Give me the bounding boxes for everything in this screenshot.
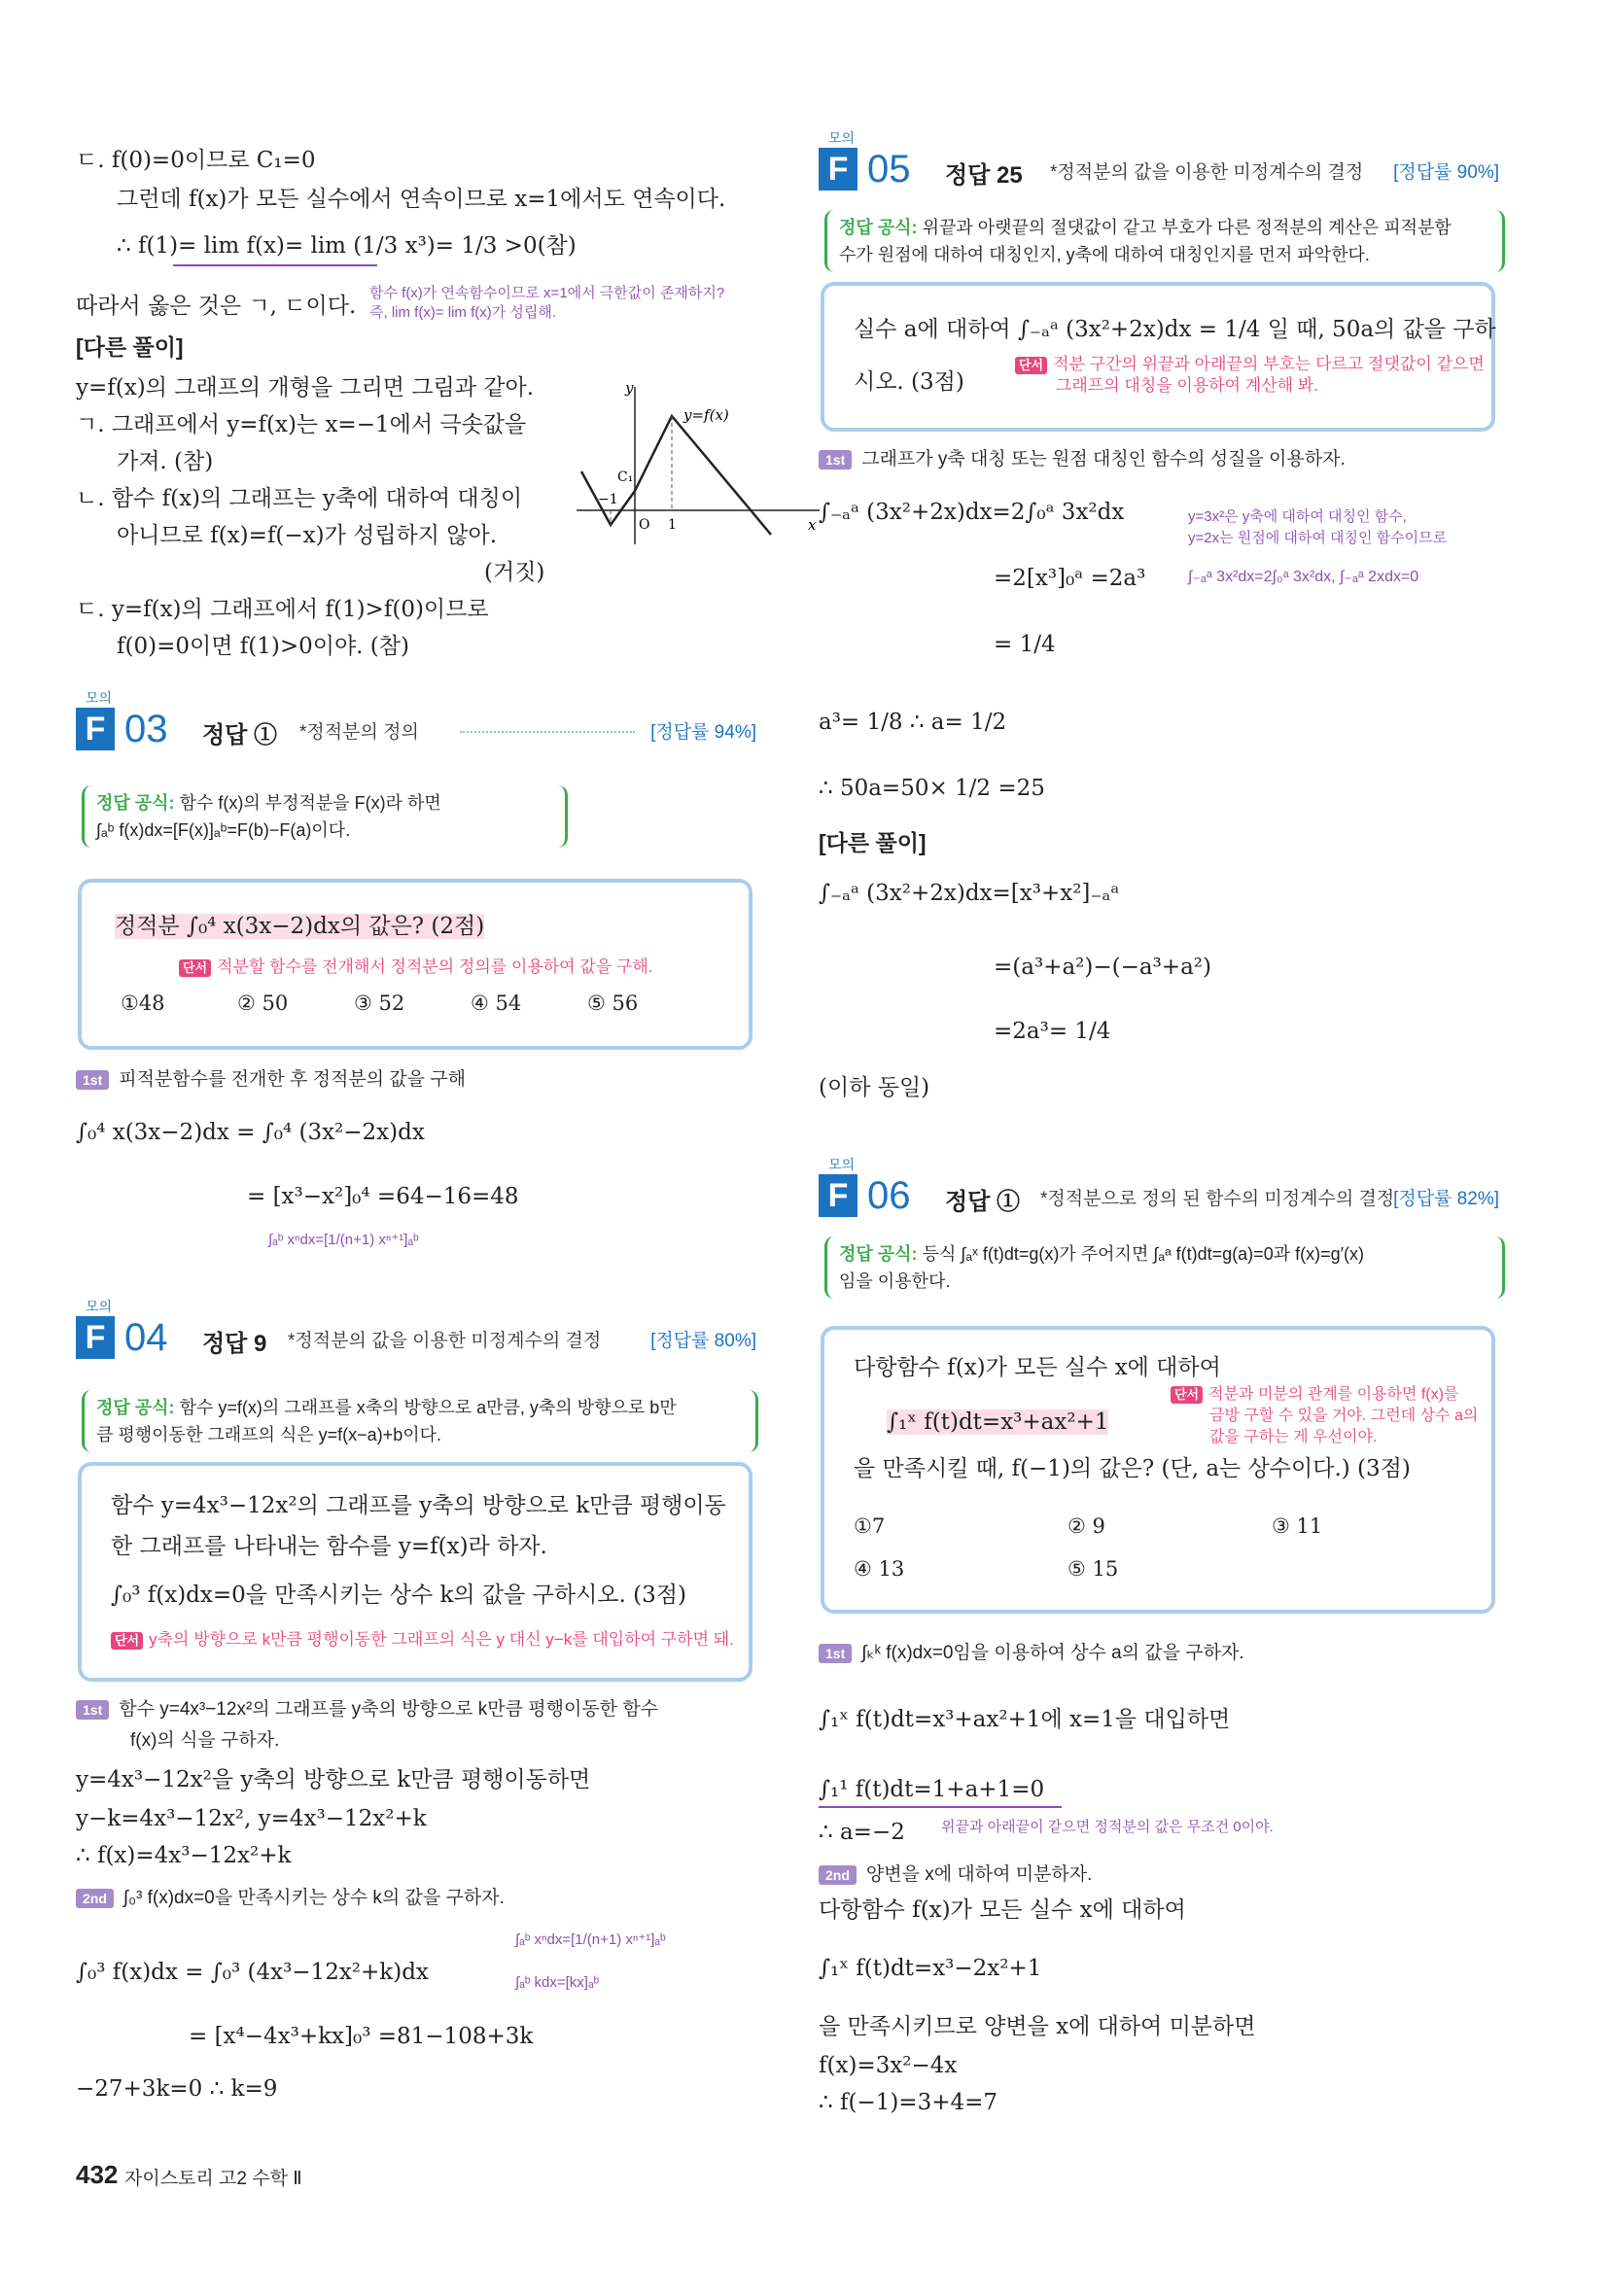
side-note: 위끝과 아래끝이 같으면 정적분의 값은 무조건 0이야. [941, 1819, 1274, 1835]
side-note: ∫ₐᵇ kdx=[kx]ₐᵇ [515, 1974, 600, 1991]
side-note: ∫ₐᵇ xⁿdx=[1/(n+1) xⁿ⁺¹]ₐᵇ [268, 1232, 419, 1248]
formula-text: 함수 y=f(x)의 그래프를 x축의 방향으로 a만큼, y축의 방향으로 b만 [179, 1398, 677, 1417]
topic-label: *정적분으로 정의 된 함수의 미정계수의 결정 [1040, 1189, 1395, 1209]
solution-line: 을 만족시키므로 양변을 x에 대하여 미분하면 [819, 2014, 1256, 2039]
solution-line: 아니므로 f(x)=f(−x)가 성립하지 않아. [117, 523, 498, 548]
choice-1: ①7 [854, 1514, 886, 1538]
solution-line: = [x⁴−4x³+kx]₀³ =81−108+3k [189, 2024, 534, 2049]
solution-line: −27+3k=0 ∴ k=9 [76, 2076, 278, 2102]
choice-4: ④ 54 [471, 991, 522, 1015]
graph-one-label: 1 [668, 517, 677, 533]
question-text: 함수 y=4x³−12x²의 그래프를 y축의 방향으로 k만큼 평행이동 [111, 1493, 726, 1518]
answer-label: 정답 9 [202, 1331, 267, 1357]
formula-box-f04 [82, 1390, 758, 1452]
formula-text: 임을 이용한다. [839, 1271, 951, 1291]
problem-number: 06 [867, 1174, 911, 1217]
solution-line: =2a³= 1/4 [994, 1019, 1111, 1044]
dotted-leader [460, 731, 635, 733]
formula-text: 위끝과 아랫끝의 절댓값이 같고 부호가 다른 정적분의 계산은 피적분함 [922, 218, 1452, 237]
hint: 값을 구하는 게 우선이야. [1209, 1429, 1378, 1445]
topic-label: *정적분의 값을 이용한 미정계수의 결정 [1050, 162, 1364, 183]
choice-4: ④ 13 [854, 1557, 905, 1581]
step-1st: 1st ∫ₖᵏ f(x)dx=0임을 이용하여 상수 a의 값을 구하자. [819, 1639, 1244, 1668]
question-text: 실수 a에 대하여 ∫₋ₐᵃ (3x²+2x)dx = 1/4 일 때, 50a의 값을 구하 [854, 317, 1496, 342]
underline [173, 264, 377, 266]
question-box-f03 [78, 879, 752, 1050]
graph-c1-label: C₁ [617, 470, 634, 485]
formula-label: 정답 공식: [96, 1398, 175, 1417]
question-text: 한 그래프를 나타내는 함수를 y=f(x)라 하자. [111, 1534, 547, 1559]
solution-line: (이하 동일) [819, 1075, 930, 1100]
solution-line: 가져. (참) [117, 449, 214, 474]
question-box-f06 [821, 1326, 1495, 1614]
moui-label: 모의 [86, 690, 113, 706]
choice-1: ①48 [121, 991, 165, 1015]
solution-line: y=f(x)의 그래프의 개형을 그리면 그림과 같아. [76, 375, 535, 400]
answer-label: 정답 25 [945, 162, 1023, 189]
formula-text: ∫ₐᵇ f(x)dx=[F(x)]ₐᵇ=F(b)−F(a)이다. [96, 820, 351, 840]
underline [819, 1806, 1062, 1808]
choice-5: ⑤ 15 [1068, 1557, 1119, 1581]
solution-line: ㄷ. y=f(x)의 그래프에서 f(1)>f(0)이므로 [76, 597, 489, 622]
step-2nd: 2nd ∫₀³ f(x)dx=0을 만족시키는 상수 k의 값을 구하자. [76, 1884, 505, 1913]
solution-line: = 1/4 [994, 632, 1056, 657]
solution-line: ∫₁ˣ f(t)dt=x³−2x²+1 [819, 1956, 1042, 1981]
f-badge: F [76, 708, 115, 750]
solution-line: f(0)=0이면 f(1)>0이야. (참) [117, 634, 409, 659]
solution-line: ∫₀⁴ x(3x−2)dx = ∫₀⁴ (3x²−2x)dx [76, 1120, 425, 1145]
solution-line: ∫₀³ f(x)dx = ∫₀³ (4x³−12x²+k)dx [76, 1960, 429, 1985]
solution-line: =(a³+a²)−(−a³+a²) [994, 955, 1211, 980]
choice-2: ② 50 [237, 991, 289, 1015]
f-badge: F [819, 148, 858, 191]
question-text: 다항함수 f(x)가 모든 실수 x에 대하여 [854, 1355, 1221, 1380]
topic-label: *정적분의 정의 [299, 722, 419, 743]
side-note: y=3x²은 y축에 대하여 대칭인 함수, [1188, 508, 1407, 525]
problem-header-f06 [819, 1157, 1499, 1229]
graph-x-label: x [808, 516, 817, 534]
problem-number: 05 [867, 148, 911, 191]
solution-line: ∴ f(1)= lim f(x)= lim (1/3 x³)= 1/3 >0(참) [117, 233, 577, 259]
solution-line: = [x³−x²]₀⁴ =64−16=48 [247, 1184, 519, 1209]
question-text: ∫₀³ f(x)dx=0을 만족시키는 상수 k의 값을 구하시오. (3점) [111, 1583, 686, 1608]
question-box-f05 [821, 282, 1495, 432]
moui-label: 모의 [86, 1299, 113, 1314]
hint: 금방 구할 수 있을 거야. 그런데 상수 a의 [1209, 1408, 1479, 1424]
formula-box-f03 [82, 785, 568, 848]
solution-line: ㄷ. f(0)=0이므로 C₁=0 [76, 148, 316, 173]
side-note: 즉, lim f(x)= lim f(x)가 성립해. [369, 304, 557, 321]
choice-3: ③ 52 [354, 991, 405, 1015]
side-note: 함수 f(x)가 연속함수이므로 x=1에서 극한값이 존재하지? [369, 285, 725, 301]
page-number: 432 [76, 2160, 119, 2189]
graph-origin-label: O [639, 517, 650, 533]
alt-solution-title: [다른 풀이] [76, 334, 184, 360]
solution-line: ㄱ. 그래프에서 y=f(x)는 x=−1에서 극솟값을 [76, 412, 527, 437]
question-text: ∫₁ˣ f(t)dt=x³+ax²+1 [887, 1409, 1109, 1435]
solution-line: ∴ 50a=50× 1/2 =25 [819, 776, 1045, 801]
solution-line: 따라서 옳은 것은 ㄱ, ㄷ이다. [76, 294, 357, 319]
problem-header-f04 [76, 1299, 756, 1371]
choice-3: ③ 11 [1272, 1514, 1323, 1538]
solution-line: ∴ a=−2 [819, 1820, 905, 1845]
book-title: 자이스토리 고2 수학 Ⅱ [124, 2169, 302, 2189]
hint: 단서 적분할 함수를 전개해서 정적분의 정의를 이용하여 값을 구해. [179, 957, 652, 978]
alt-solution-title: [다른 풀이] [819, 830, 927, 855]
question-box-f04 [78, 1462, 752, 1682]
problem-number: 03 [124, 708, 168, 750]
problem-header-f05 [819, 130, 1499, 202]
formula-box-f06 [824, 1236, 1505, 1299]
accuracy-rate: [정답률 80%] [650, 1331, 756, 1351]
formula-text: 함수 f(x)의 부정적분을 F(x)라 하면 [179, 793, 441, 813]
solution-line: ∫₁¹ f(t)dt=1+a+1=0 [819, 1777, 1045, 1802]
solution-line: ㄴ. 함수 f(x)의 그래프는 y축에 대하여 대칭이 [76, 486, 523, 511]
problem-number: 04 [124, 1316, 168, 1359]
function-graph [567, 379, 829, 549]
formula-text: 수가 원점에 대하여 대칭인지, y축에 대하여 대칭인지를 먼저 파악한다. [839, 245, 1370, 264]
hint: 그래프의 대칭을 이용하여 계산해 봐. [1056, 376, 1318, 395]
step-1st: 1st 함수 y=4x³−12x²의 그래프를 y축의 방향으로 k만큼 평행이동한 함수 [76, 1695, 658, 1724]
hint: 단서 y축의 방향으로 k만큼 평행이동한 그래프의 식은 y 대신 y−k를 대입하여 구하면 돼. [111, 1629, 734, 1651]
question-text: 시오. (3점) [854, 369, 964, 395]
solution-line: f(x)=3x²−4x [819, 2053, 958, 2078]
accuracy-rate: [정답률 94%] [650, 722, 756, 743]
formula-text: 큼 평행이동한 그래프의 식은 y=f(x−a)+b이다. [96, 1425, 441, 1444]
solution-line: ∴ f(x)=4x³−12x²+k [76, 1843, 292, 1868]
formula-label: 정답 공식: [839, 218, 918, 237]
step-1st: 1st 그래프가 y축 대칭 또는 원점 대칭인 함수의 성질을 이용하자. [819, 445, 1346, 474]
answer-label: 정답 ① [202, 722, 278, 748]
f-badge: F [76, 1316, 115, 1359]
side-note: y=2x는 원점에 대하여 대칭인 함수이므로 [1188, 530, 1448, 546]
formula-label: 정답 공식: [839, 1244, 918, 1264]
graph-y-label: y [625, 379, 634, 397]
solution-line: 다항함수 f(x)가 모든 실수 x에 대하여 [819, 1897, 1186, 1923]
side-note: ∫ₐᵇ xⁿdx=[1/(n+1) xⁿ⁺¹]ₐᵇ [515, 1931, 666, 1948]
accuracy-rate: [정답률 82%] [1393, 1189, 1499, 1209]
question-text: 을 만족시킬 때, f(−1)의 값은? (단, a는 상수이다.) (3점) [854, 1456, 1411, 1481]
moui-label: 모의 [828, 1157, 856, 1172]
choice-5: ⑤ 56 [587, 991, 639, 1015]
topic-label: *정적분의 값을 이용한 미정계수의 결정 [288, 1331, 602, 1351]
solution-line: y−k=4x³−12x², y=4x³−12x²+k [76, 1806, 427, 1831]
f-badge: F [819, 1174, 858, 1217]
problem-header-f03 [76, 690, 756, 762]
formula-text: 등식 ∫ₐˣ f(t)dt=g(x)가 주어지면 ∫ₐᵃ f(t)dt=g(a)=0과 f(x)=g′(x) [922, 1244, 1364, 1264]
accuracy-rate: [정답률 90%] [1393, 162, 1499, 183]
solution-line: (거짓) [484, 560, 545, 585]
hint: 단서 적분 구간의 위끝과 아래끝의 부호는 다르고 절댓값이 같으면 [1015, 354, 1485, 375]
solution-line: ∫₋ₐᵃ (3x²+2x)dx=2∫₀ᵃ 3x²dx [819, 500, 1125, 525]
step-text: f(x)의 식을 구하자. [130, 1730, 280, 1751]
solution-line: ∴ f(−1)=3+4=7 [819, 2090, 998, 2115]
solution-line: 그런데 f(x)가 모든 실수에서 연속이므로 x=1에서도 연속이다. [117, 187, 726, 212]
moui-label: 모의 [828, 130, 856, 146]
formula-box-f05 [824, 210, 1505, 272]
formula-label: 정답 공식: [96, 793, 175, 813]
step-2nd: 2nd 양변을 x에 대하여 미분하자. [819, 1861, 1092, 1890]
solution-line: a³= 1/8 ∴ a= 1/2 [819, 710, 1007, 735]
solution-line: ∫₋ₐᵃ (3x²+2x)dx=[x³+x²]₋ₐᵃ [819, 881, 1120, 906]
answer-label: 정답 ① [945, 1189, 1021, 1215]
solution-line: y=4x³−12x²을 y축의 방향으로 k만큼 평행이동하면 [76, 1767, 591, 1792]
question-text: 정적분 ∫₀⁴ x(3x−2)dx의 값은? (2점) [115, 914, 485, 939]
side-note: ∫₋ₐᵃ 3x²dx=2∫₀ᵃ 3x²dx, ∫₋ₐᵃ 2xdx=0 [1188, 569, 1419, 585]
hint: 단서 적분과 미분의 관계를 이용하면 f(x)를 [1171, 1384, 1458, 1406]
choice-2: ② 9 [1068, 1514, 1105, 1538]
solution-line: ∫₁ˣ f(t)dt=x³+ax²+1에 x=1을 대입하면 [819, 1707, 1231, 1732]
graph-curve-label: y=f(x) [683, 406, 729, 424]
graph-m1-label: −1 [598, 492, 618, 507]
step-1st: 1st 피적분함수를 전개한 후 정적분의 값을 구해 [76, 1065, 466, 1095]
solution-line: =2[x³]₀ᵃ =2a³ [994, 566, 1146, 591]
